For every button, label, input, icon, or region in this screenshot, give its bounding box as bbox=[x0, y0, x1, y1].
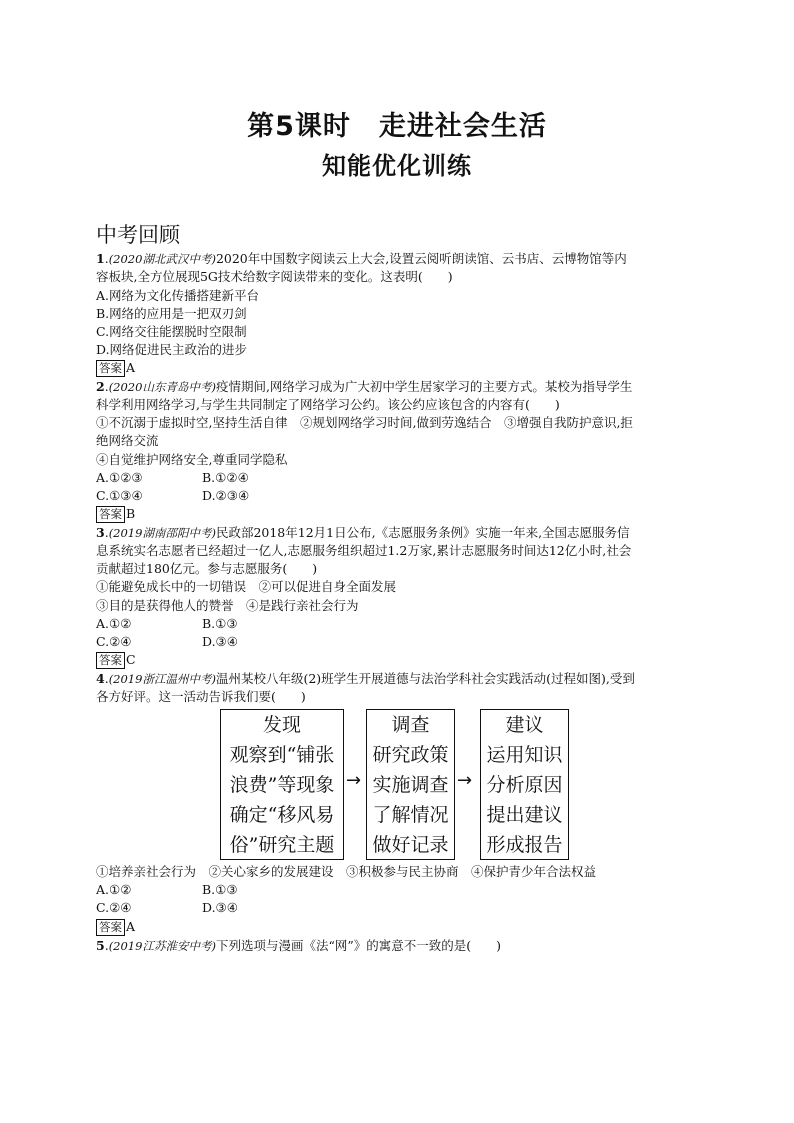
answer-label-box: 答案 bbox=[96, 919, 125, 936]
question-3-stem: 3.(2019湖南邵阳中考)民政部2018年12月1日公布,《志愿服务条例》实施一年来,全国志愿服务信 bbox=[96, 525, 630, 540]
flow-box-suggest bbox=[480, 709, 569, 860]
question-text: 民政部2018年12月1日公布,《志愿服务条例》实施一年来,全国志愿服务信 bbox=[215, 525, 630, 540]
question-5-stem: 5.(2019江苏淮安中考)下列选项与漫画《法“网”》的寓意不一致的是( ) bbox=[96, 938, 501, 953]
option-b: B.①③ bbox=[202, 616, 238, 631]
option-c: C.②④ bbox=[96, 900, 132, 915]
question-number: 4 bbox=[96, 671, 105, 686]
question-source: (2019江苏淮安中考) bbox=[108, 939, 216, 953]
answer-value: B bbox=[126, 506, 136, 521]
option-c: C.①③④ bbox=[96, 488, 143, 503]
flow-box-line: 确定“移风易 bbox=[229, 804, 335, 826]
flow-box-investigate bbox=[366, 709, 455, 860]
flow-box-line: 浪费”等现象 bbox=[229, 774, 335, 796]
option-a: A.①② bbox=[96, 882, 132, 897]
question-1-option-a: A.网络为文化传播搭建新平台 bbox=[96, 288, 260, 303]
question-2-answer bbox=[96, 505, 135, 523]
question-2-item-line: 绝网络交流 bbox=[96, 433, 159, 448]
answer-label-box: 答案 bbox=[96, 360, 125, 377]
option-b: B.①②④ bbox=[202, 470, 249, 485]
question-4-stem-line2: 各方好评。这一活动告诉我们要( ) bbox=[96, 689, 306, 704]
option-d: D.③④ bbox=[202, 634, 238, 649]
flow-arrow-icon: → bbox=[346, 770, 362, 791]
question-number: 3 bbox=[96, 525, 105, 540]
flow-box-line: 实施调查 bbox=[372, 774, 449, 796]
page-subtitle: 知能优化训练 bbox=[322, 152, 472, 180]
flow-box-line: 运用知识 bbox=[486, 744, 563, 766]
question-text: 疫情期间,网络学习成为广大初中学生居家学习的主要方式。某校为指导学生 bbox=[215, 379, 633, 394]
answer-label-box: 答案 bbox=[96, 506, 125, 523]
question-3-answer bbox=[96, 651, 136, 669]
flow-arrow-icon: → bbox=[457, 770, 473, 791]
flow-box-line: 做好记录 bbox=[372, 834, 449, 856]
section-heading: 中考回顾 bbox=[96, 223, 180, 247]
answer-value: A bbox=[126, 360, 136, 375]
question-text: 2020年中国数字阅读云上大会,设置云阅听朗读馆、云书店、云博物馆等内 bbox=[215, 251, 627, 266]
question-1-option-d: D.网络促进民主政治的进步 bbox=[96, 342, 248, 357]
question-number: 2 bbox=[96, 379, 105, 394]
option-d: D.②③④ bbox=[202, 488, 250, 503]
question-3-stem-line2: 息系统实名志愿者已经超过一亿人,志愿服务组织超过1.2万家,累计志愿服务时间达12亿小时,社会 bbox=[96, 543, 632, 558]
option-a: A.①② bbox=[96, 616, 132, 631]
option-b: B.①③ bbox=[202, 882, 238, 897]
question-4-answer bbox=[96, 918, 135, 936]
flow-box-heading: 调查 bbox=[391, 714, 430, 736]
question-number: 5 bbox=[96, 938, 105, 953]
question-text: 下列选项与漫画《法“网”》的寓意不一致的是( ) bbox=[215, 938, 501, 953]
question-source: (2019浙江温州中考) bbox=[108, 672, 216, 686]
question-1-stem: 1.(2020湖北武汉中考)2020年中国数字阅读云上大会,设置云阅听朗读馆、云书店、云博物馆等内 bbox=[96, 251, 627, 266]
flow-box-discover bbox=[220, 709, 344, 860]
flow-box-line: 了解情况 bbox=[372, 804, 449, 826]
question-2-options-row2 bbox=[96, 487, 396, 505]
flow-box-line: 分析原因 bbox=[486, 774, 563, 796]
question-text: 温州某校八年级(2)班学生开展道德与法治学科社会实践活动(过程如图),受到 bbox=[215, 671, 635, 686]
question-3-item-line: ①能避免成长中的一切错误 ②可以促进自身全面发展 bbox=[96, 579, 397, 594]
question-source: (2020山东青岛中考) bbox=[108, 380, 216, 394]
answer-value: A bbox=[126, 919, 136, 934]
question-2-item-line: ④自觉维护网络安全,尊重同学隐私 bbox=[96, 452, 288, 467]
question-2-stem: 2.(2020山东青岛中考)疫情期间,网络学习成为广大初中学生居家学习的主要方式。某校为指导学生 bbox=[96, 379, 633, 394]
question-1-option-b: B.网络的应用是一把双刃剑 bbox=[96, 306, 247, 321]
flow-box-line: 观察到“铺张 bbox=[229, 744, 335, 766]
question-4-options-row1 bbox=[96, 881, 396, 899]
question-1-stem-line2: 容板块,全方位展现5G技术给数字阅读带来的变化。这表明( ) bbox=[96, 269, 453, 284]
question-3-stem-line3: 贡献超过180亿元。参与志愿服务( ) bbox=[96, 561, 318, 576]
flow-box-heading: 建议 bbox=[505, 714, 544, 736]
flow-box-line: 提出建议 bbox=[486, 804, 563, 826]
question-2-item-line: ①不沉溺于虚拟时空,坚持生活自律 ②规划网络学习时间,做到劳逸结合 ③增强自我防护意识,拒 bbox=[96, 415, 633, 430]
option-d: D.③④ bbox=[202, 900, 238, 915]
question-2-options-row1 bbox=[96, 469, 396, 487]
option-c: C.②④ bbox=[96, 634, 132, 649]
question-2-stem-line2: 科学利用网络学习,与学生共同制定了网络学习公约。该公约应该包含的内容有( ) bbox=[96, 397, 560, 412]
question-4-options-row2 bbox=[96, 899, 396, 917]
page-title: 第5课时 走进社会生活 bbox=[247, 111, 547, 142]
question-4-stem: 4.(2019浙江温州中考)温州某校八年级(2)班学生开展道德与法治学科社会实践活动(过程如图),受到 bbox=[96, 671, 635, 686]
question-3-item-line: ③目的是获得他人的赞誉 ④是践行亲社会行为 bbox=[96, 598, 359, 613]
flow-box-line: 研究政策 bbox=[372, 744, 449, 766]
answer-label-box: 答案 bbox=[96, 652, 125, 669]
question-3-options-row2 bbox=[96, 633, 396, 651]
flow-box-heading: 发现 bbox=[262, 714, 301, 736]
question-4-item-line: ①培养亲社会行为 ②关心家乡的发展建设 ③积极参与民主协商 ④保护青少年合法权益 bbox=[96, 864, 597, 879]
question-1-option-c: C.网络交往能摆脱时空限制 bbox=[96, 324, 247, 339]
question-3-options-row1 bbox=[96, 615, 396, 633]
flow-box-line: 俗”研究主题 bbox=[229, 834, 335, 856]
flow-box-line: 形成报告 bbox=[486, 834, 563, 856]
question-source: (2020湖北武汉中考) bbox=[108, 252, 216, 266]
question-number: 1 bbox=[96, 251, 105, 266]
option-a: A.①②③ bbox=[96, 470, 143, 485]
question-source: (2019湖南邵阳中考) bbox=[108, 526, 216, 540]
question-1-answer bbox=[96, 359, 135, 377]
answer-value: C bbox=[126, 652, 136, 667]
